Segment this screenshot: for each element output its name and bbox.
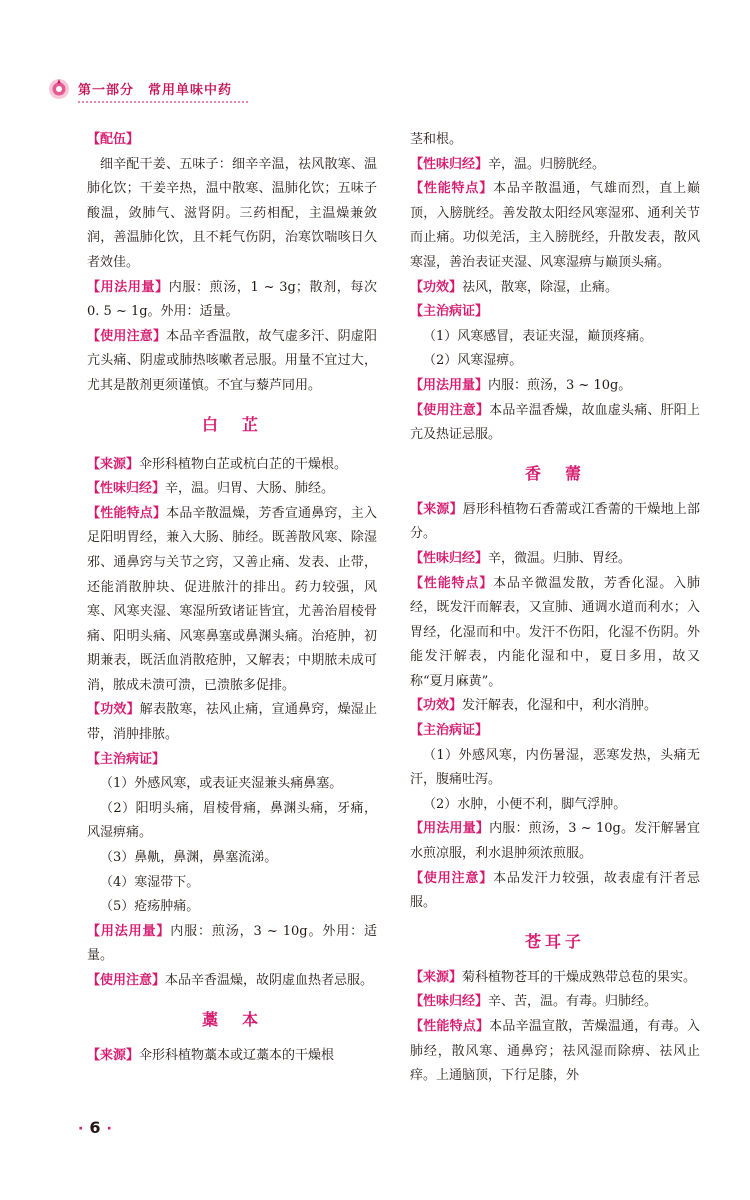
gaoben-caution-text: 本品辛温香燥，故血虚头痛、肝阳上亢及热证忌服。 xyxy=(410,402,700,443)
gaoben-effect-text: 祛风，散寒，除湿，止痛。 xyxy=(462,279,619,295)
baizhi-indications-tag: 【主治病证】 xyxy=(87,751,166,767)
gaoben-features-tag: 【性能特点】 xyxy=(410,181,494,197)
baizhi-effect xyxy=(87,698,377,747)
gaoben-source-continued: 茎和根。 xyxy=(410,132,463,147)
gaoben-nature-tag: 【性味归经】 xyxy=(410,156,489,172)
page-footer xyxy=(78,1118,112,1137)
baizhi-effect-tag: 【功效】 xyxy=(87,702,140,718)
usage-paragraph xyxy=(87,276,377,325)
caution-tag: 【使用注意】 xyxy=(87,328,167,344)
baizhi-caution-tag: 【使用注意】 xyxy=(87,973,166,988)
herb-title-gaoben: 藁 本 xyxy=(201,1009,262,1029)
baizhi-indications-heading xyxy=(87,748,377,773)
xiangru-source-tag: 【来源】 xyxy=(410,501,463,517)
xiangru-features-tag: 【性能特点】 xyxy=(410,575,494,591)
peiwu-paragraph xyxy=(87,153,377,276)
xiangru-caution-tag: 【使用注意】 xyxy=(410,870,494,886)
gaoben-usage-tag: 【用法用量】 xyxy=(410,377,489,393)
xiangru-source xyxy=(410,498,700,547)
list-item: （2）风寒湿痹。 xyxy=(423,353,523,369)
baizhi-features-text: 本品辛散温燥，芳香宣通鼻窍，主入足阳明胃经，兼入大肠、肺经。既善散风寒、除湿邪、通鼻窍与关节之窍，又善止痛、发表、止带，还能消散肿块、促进脓汁的排出。药力较强，风寒、风寒夹湿、寒湿所致诸证皆宜，尤善治眉棱骨痛、阳明头痛、风寒鼻塞或鼻渊头痛。治疮肿，初期兼表，既活血消散疮肿，又解表；中期脓未成可消，脓成未溃可溃，已溃脓多促排。 xyxy=(87,505,377,693)
peiwu-text: 细辛配干姜、五味子：细辛辛温，祛风散寒、温肺化饮；干姜辛热，温中散寒、温肺化饮；五味子酸温，敛肺气、滋肾阴。三药相配，主温燥兼敛润，善温肺化饮，且不耗气伤阴，治寒饮喘咳日久者效佳。 xyxy=(87,156,377,270)
header-divider xyxy=(78,101,248,103)
xiangru-indications-heading xyxy=(410,719,700,744)
xiangru-caution xyxy=(410,867,700,916)
baizhi-usage-text: 内服：煎汤，3 ~ 10g。外用：适量。 xyxy=(87,923,377,964)
caution-text: 本品辛香温散，故气虚多汗、阴虚阳亢头痛、阴虚或肺热咳嗽者忌服。用量不宜过大，尤其是散剂更须谨慎。不宜与藜芦同用。 xyxy=(87,328,377,393)
xiangru-usage-tag: 【用法用量】 xyxy=(410,821,490,837)
gaoben-usage xyxy=(410,374,700,399)
xiangru-effect xyxy=(410,694,700,719)
list-item: （4）寒湿带下。 xyxy=(100,874,200,890)
left-column xyxy=(87,128,377,1068)
cangerzi-source-tag: 【来源】 xyxy=(410,969,463,985)
herb-title-xiangru: 香 薷 xyxy=(524,463,585,483)
baizhi-features xyxy=(87,502,377,699)
gaoben-usage-text: 内服：煎汤，3 ~ 10g。 xyxy=(488,377,632,393)
list-item: （1）外感风寒，内伤暑湿，恶寒发热，头痛无汗，腹痛吐泻。 xyxy=(410,747,700,788)
list-item: （3）鼻鼽，鼻渊，鼻塞流涕。 xyxy=(100,850,278,866)
cangerzi-features-text: 本品辛温宣散，苦燥温通，有毒。入肺经，散风寒、通鼻窍；祛风湿而除痹、祛风止痒。上通脑顶，下行足膝，外 xyxy=(410,1019,700,1084)
cangerzi-nature-text: 辛、苦，温。有毒。归肺经。 xyxy=(488,994,658,1010)
cangerzi-nature xyxy=(410,990,700,1015)
gaoben-nature-text: 辛，温。归膀胱经。 xyxy=(488,156,606,172)
baizhi-nature-text: 辛，温。归胃、大肠、肺经。 xyxy=(165,481,335,497)
baizhi-usage-tag: 【用法用量】 xyxy=(87,923,171,939)
xiangru-features xyxy=(410,572,700,695)
right-column xyxy=(410,128,700,1089)
xiangru-usage-text: 内服：煎汤，3 ~ 10g。发汗解暑宜水煎凉服，利水退肿须浓煎服。 xyxy=(410,821,700,862)
baizhi-usage xyxy=(87,920,377,969)
baizhi-caution-text: 本品辛香温燥，故阴虚血热者忌服。 xyxy=(165,973,374,988)
baizhi-features-tag: 【性能特点】 xyxy=(87,505,167,521)
usage-text: 内服：煎汤，1 ~ 3g；散剂，每次0. 5 ~ 1g。外用：适量。 xyxy=(87,279,377,320)
xiangru-nature-text: 辛，微温。归肺、胃经。 xyxy=(488,550,632,566)
baizhi-source-tag: 【来源】 xyxy=(87,456,140,472)
baizhi-nature xyxy=(87,477,377,502)
page-number: 6 xyxy=(89,1118,101,1137)
list-item: （2）阳明头痛，眉棱骨痛，鼻渊头痛，牙痛，风湿痹痛。 xyxy=(87,800,377,841)
gaoben-indications-tag: 【主治病证】 xyxy=(410,304,489,320)
cangerzi-source-text: 菊科植物苍耳的干燥成熟带总苞的果实。 xyxy=(462,969,697,985)
gaoben-features xyxy=(410,177,700,275)
herb-title-baizhi: 白 芷 xyxy=(201,414,262,434)
lotus-logo-icon xyxy=(48,78,70,100)
xiangru-effect-tag: 【功效】 xyxy=(410,698,463,714)
xiangru-effect-text: 发汗解表，化湿和中，利水消肿。 xyxy=(462,698,658,714)
xiangru-caution-text: 本品发汗力较强，故表虚有汗者忌服。 xyxy=(410,870,700,911)
herb-title-cangerzi: 苍耳子 xyxy=(524,931,585,951)
baizhi-effect-text: 解表散寒，祛风止痛，宣通鼻窍，燥湿止带，消肿排脓。 xyxy=(87,702,377,743)
gaoben-effect-tag: 【功效】 xyxy=(410,279,463,295)
gaoben-source xyxy=(87,1044,377,1069)
peiwu-tag: 【配伍】 xyxy=(87,132,140,147)
page-header xyxy=(48,76,708,106)
cangerzi-nature-tag: 【性味归经】 xyxy=(410,994,489,1010)
footer-dot-right: · xyxy=(106,1121,112,1137)
gaoben-effect xyxy=(410,276,700,301)
gaoben-features-text: 本品辛散温通，气雄而烈，直上巅顶，入膀胱经。善发散太阳经风寒湿邪、通利关节而止痛。功似羌活，主入膀胱经，升散发表，散风寒湿，善治表证夹湿、风寒湿痹与巅顶头痛。 xyxy=(410,181,700,270)
xiangru-indications-tag: 【主治病证】 xyxy=(410,723,489,739)
xiangru-features-text: 本品辛微温发散，芳香化湿。入肺经，既发汗而解表，又宣肺、通调水道而利水；入胃经，化湿而和中。发汗不伤阳，化湿不伤阴。外能发汗解表，内能化湿和中，夏日多用，故又称“夏月麻黄”。 xyxy=(410,575,700,689)
cangerzi-features xyxy=(410,1015,700,1089)
xiangru-nature-tag: 【性味归经】 xyxy=(410,550,489,566)
peiwu-heading xyxy=(87,128,377,153)
gaoben-nature xyxy=(410,153,700,178)
caution-paragraph xyxy=(87,325,377,399)
list-item: （5）疮疡肿痛。 xyxy=(100,899,200,915)
baizhi-source xyxy=(87,453,377,478)
baizhi-source-text: 伞形科植物白芷或杭白芷的干燥根。 xyxy=(139,456,348,472)
usage-tag: 【用法用量】 xyxy=(87,279,169,295)
gaoben-indications-heading xyxy=(410,300,700,325)
section-title: 第一部分 常用单味中药 xyxy=(78,83,233,98)
list-item: （1）外感风寒，或表证夹湿兼头痛鼻塞。 xyxy=(100,776,343,792)
list-item: （1）风寒感冒，表证夹湿，巅顶疼痛。 xyxy=(423,328,653,344)
cangerzi-source xyxy=(410,966,700,991)
footer-dot-left: · xyxy=(78,1121,84,1137)
list-item: （2）水肿，小便不利，脚气浮肿。 xyxy=(423,796,627,812)
xiangru-nature xyxy=(410,547,700,572)
gaoben-source-text: 伞形科植物藁本或辽藁本的干燥根 xyxy=(139,1047,335,1063)
xiangru-source-text: 唇形科植物石香薷或江香薷的干燥地上部分。 xyxy=(410,501,700,542)
gaoben-source-tag: 【来源】 xyxy=(87,1047,140,1063)
baizhi-nature-tag: 【性味归经】 xyxy=(87,481,166,497)
cangerzi-features-tag: 【性能特点】 xyxy=(410,1019,490,1034)
xiangru-usage xyxy=(410,817,700,866)
gaoben-caution xyxy=(410,399,700,448)
baizhi-caution xyxy=(87,969,377,994)
gaoben-caution-tag: 【使用注意】 xyxy=(410,402,490,418)
